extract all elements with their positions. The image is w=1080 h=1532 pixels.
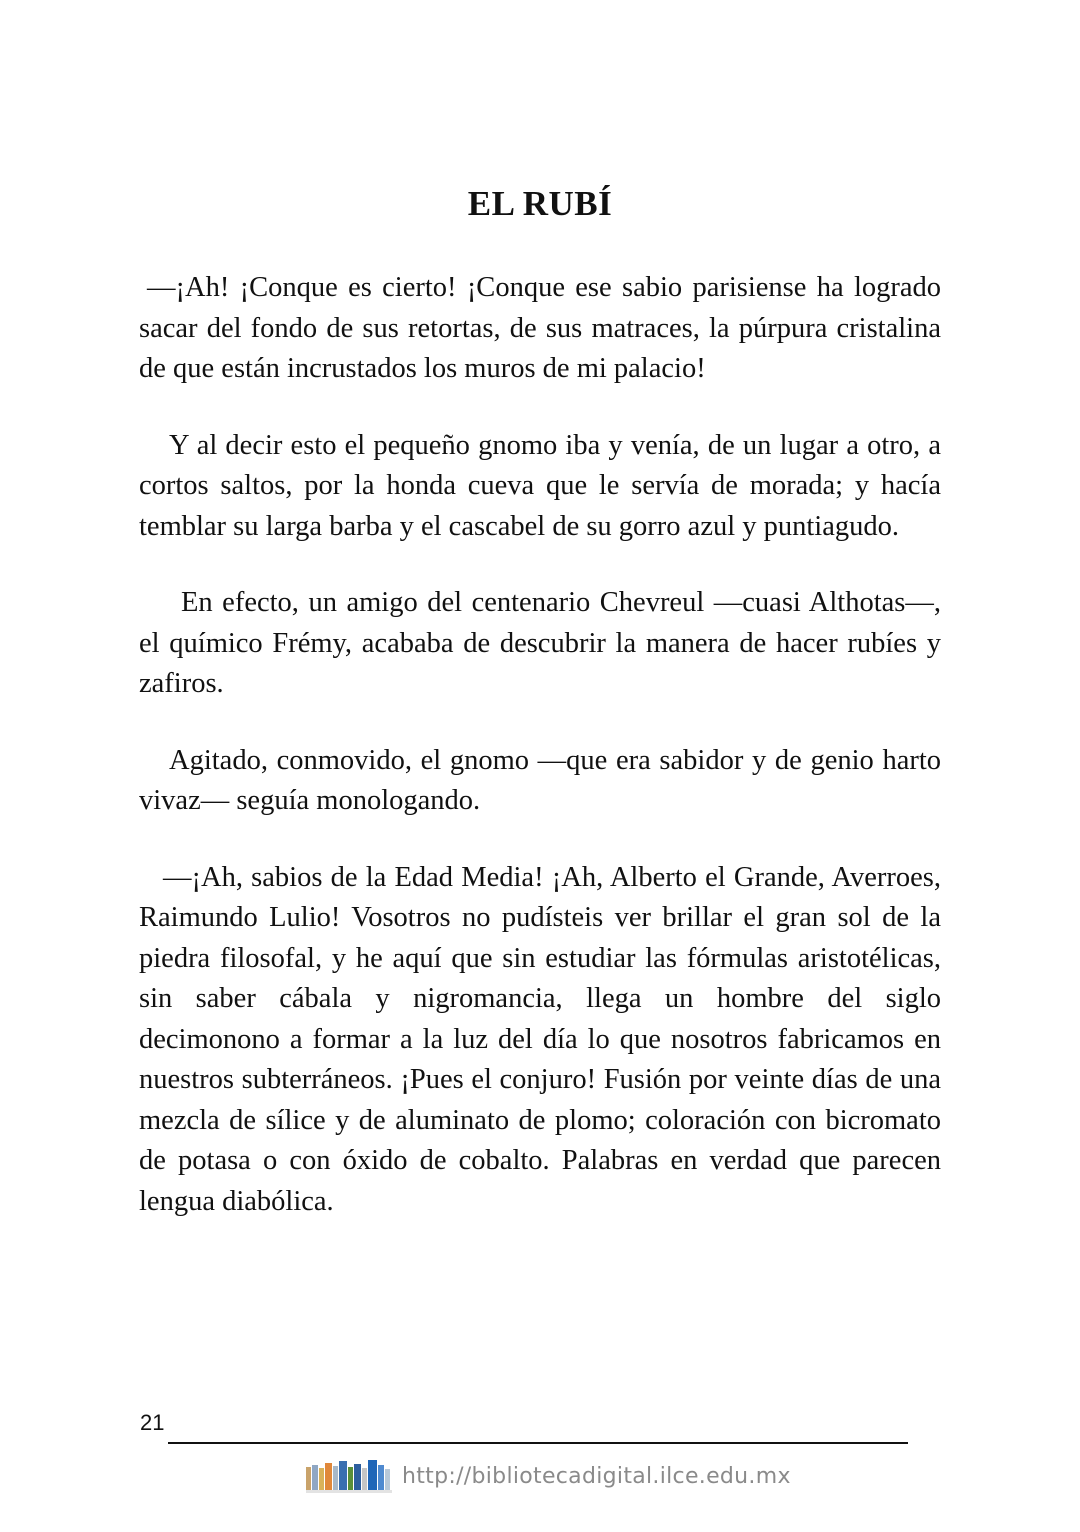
paragraph-5: —¡Ah, sabios de la Edad Media! ¡Ah, Alberto el Grande, Averroes, Raimundo Lulio! Vosotros no pudísteis ver brillar el gran sol de la piedra filosofal, y he aquí que sin estudiar las fórmulas aristotélicas, sin saber cábala y nigromancia, llega un hombre del siglo decimonono a formar a la luz del día lo que nosotros fabricamos en nuestros subterráneos. ¡Pues el conjuro! Fusión por veinte días de una mezcla de sílice y de aluminato de plomo; coloración con bicromato de potasa o con óxido de cobalto. Palabras en verdad que parecen lengua diabólica.	[139, 861, 941, 1217]
paragraph-4: Agitado, conmovido, el gnomo —que era sabidor y de genio harto vivaz— seguía monologando.	[139, 744, 941, 816]
chapter-body	[139, 268, 941, 1258]
footer-link[interactable]	[306, 1455, 791, 1497]
page-number: 21	[140, 1410, 165, 1435]
paragraph-1: —¡Ah! ¡Conque es cierto! ¡Conque ese sabio parisiense ha logrado sacar del fondo de sus retortas, de sus matraces, la púrpura cristalina de que están incrustados los muros de mi palacio!	[139, 272, 941, 384]
paragraph-3: En efecto, un amigo del centenario Chevreul —cuasi Althotas—, el químico Frémy, acababa de descubrir la manera de hacer rubíes y zafiros.	[139, 587, 941, 699]
library-url[interactable]: http://bibliotecadigital.ilce.edu.mx	[402, 1463, 791, 1489]
footer-rule	[168, 1442, 908, 1444]
books-icon	[306, 1459, 392, 1493]
chapter-title: EL RUBÍ	[467, 184, 613, 223]
paragraph-2: Y al decir esto el pequeño gnomo iba y venía, de un lugar a otro, a cortos saltos, por la honda cueva que le servía de morada; y hacía temblar su larga barba y el cascabel de su gorro azul y puntiagudo.	[139, 429, 941, 542]
